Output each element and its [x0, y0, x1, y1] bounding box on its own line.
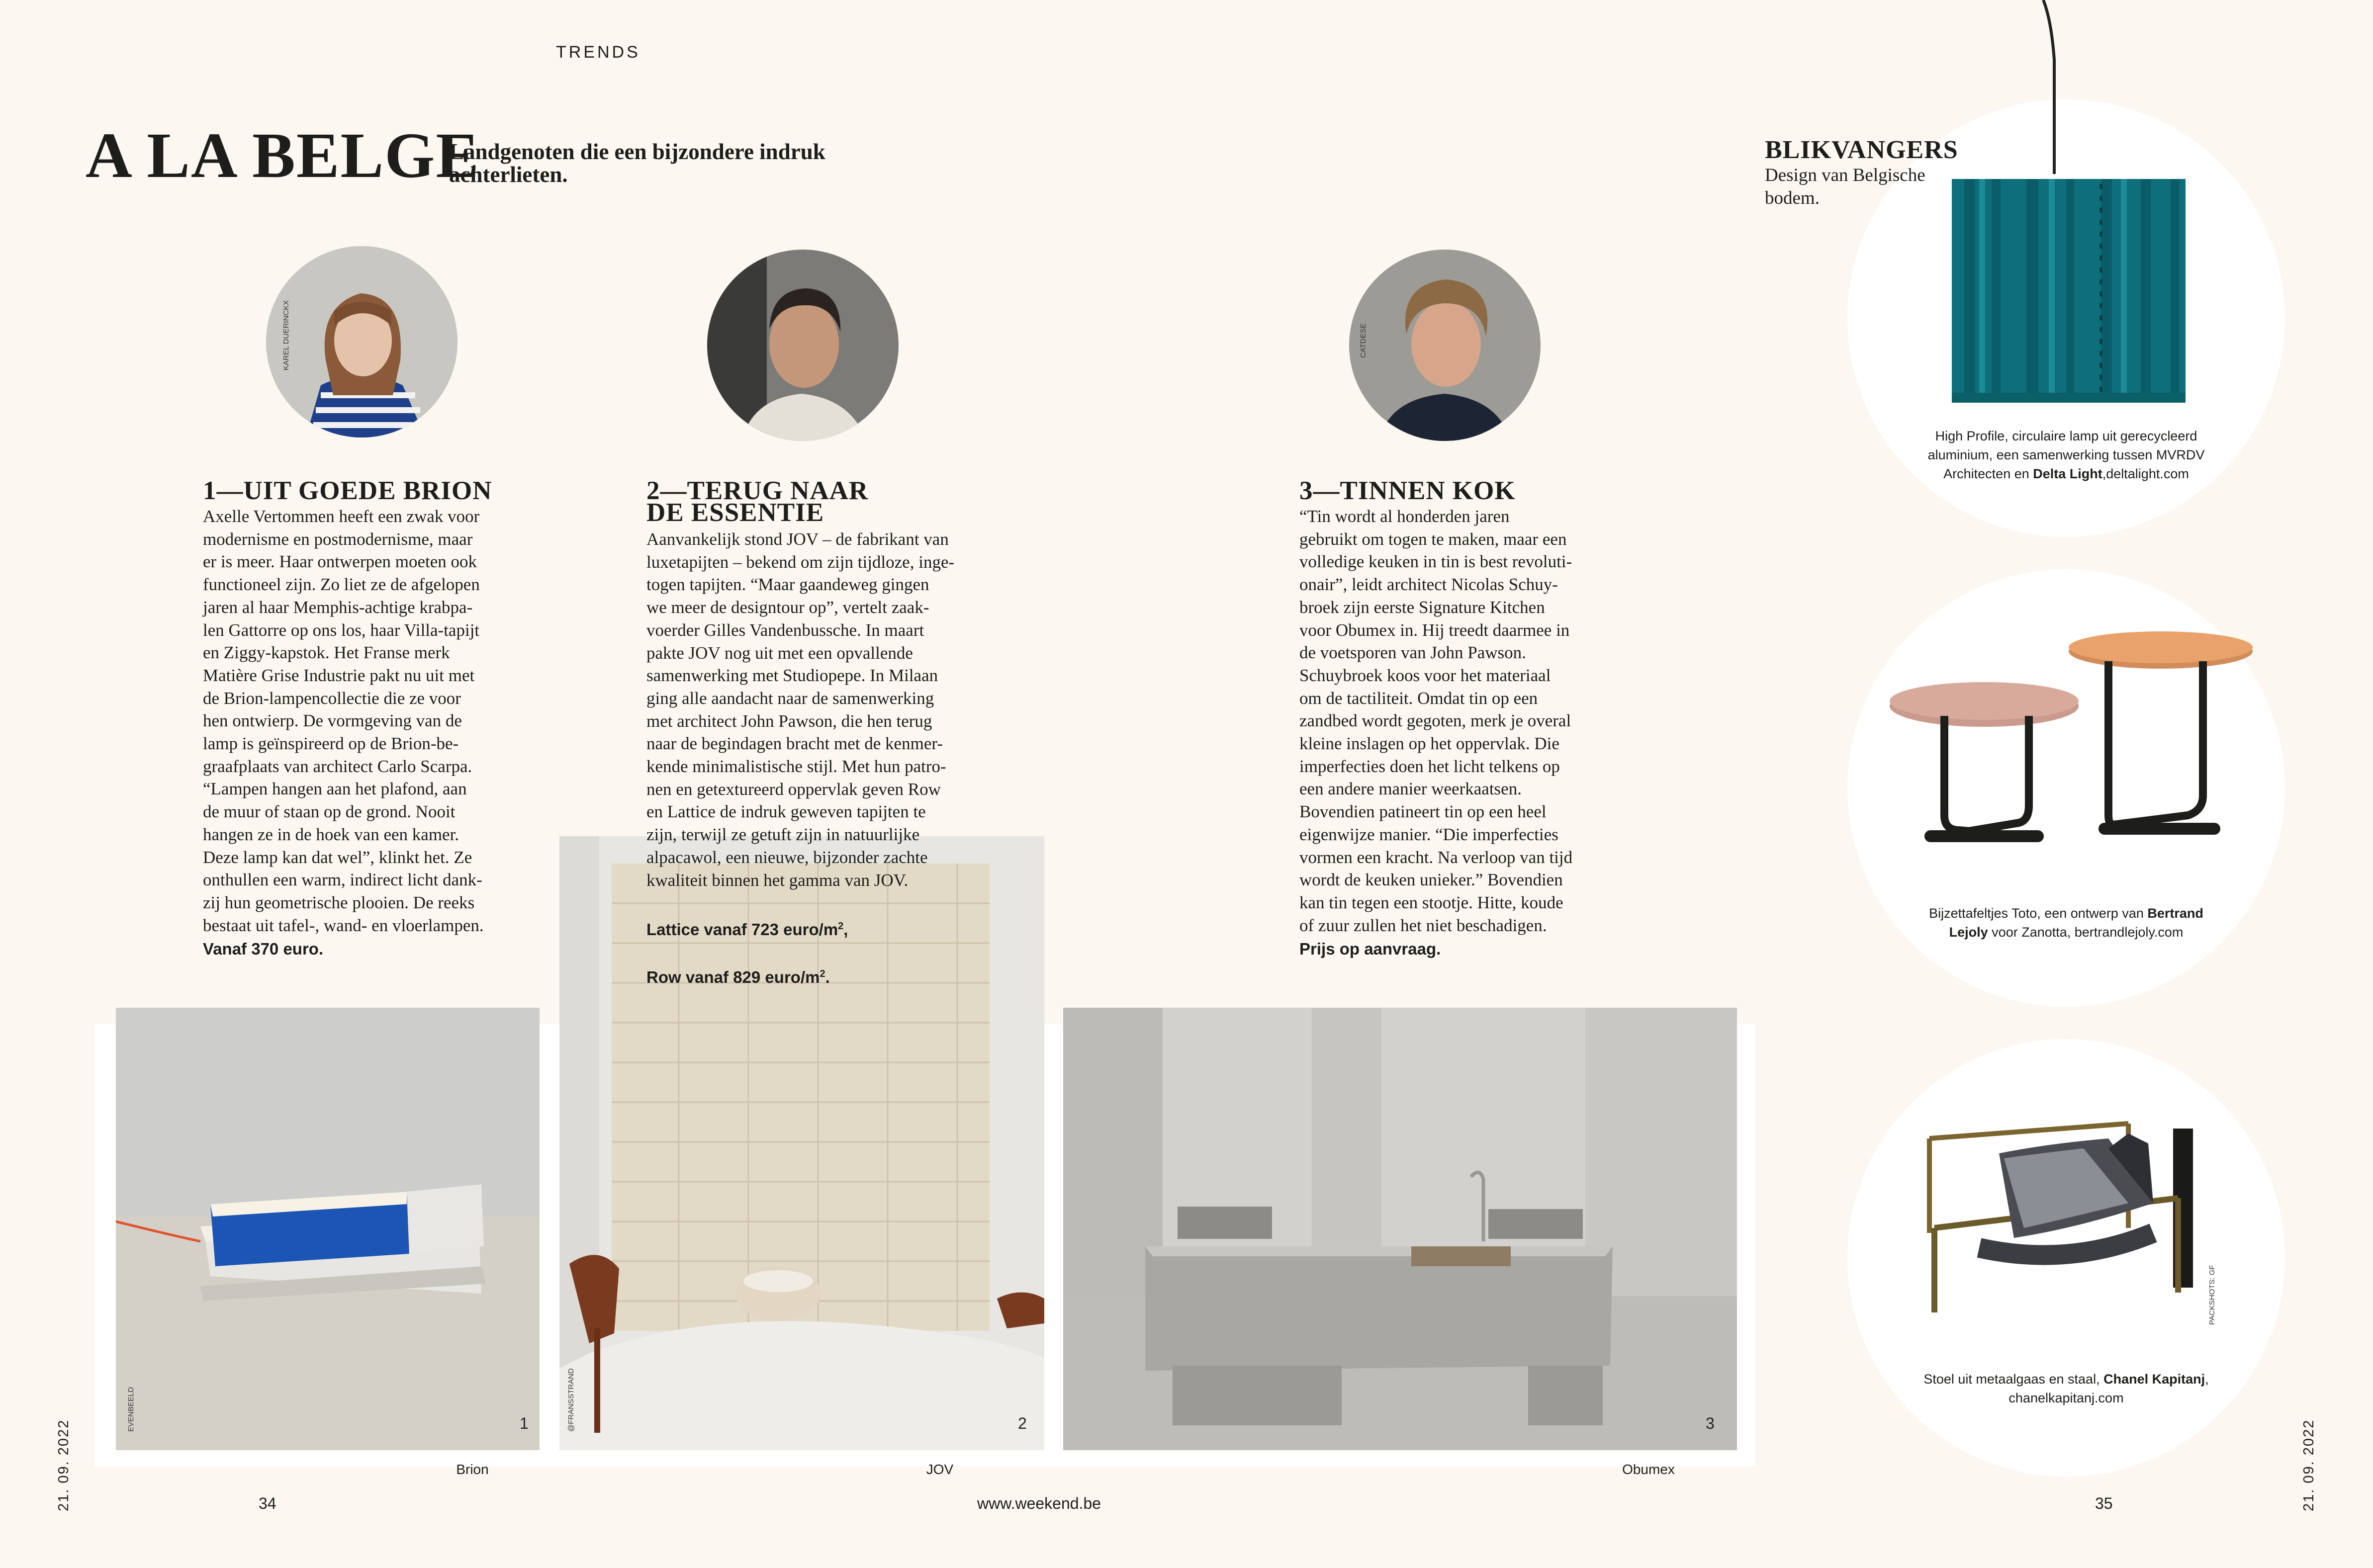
- lamp-cord: [2041, 0, 2061, 179]
- article-2-price: Lattice vanaf 723 euro/$m^2$, Row vanaf 829 euro/$m^2$.: [646, 920, 848, 986]
- article-2-body: Aanvankelijk stond JOV – de fabrikant van luxetapijten – bekend om zijn tijdloze, inge- togen tapijten. “Maar gaandeweg gingen we meer de designtour op”, vertelt zaak- voerder Gilles Vandenbussche. In maart pakte JOV nog uit met een opvallende samenwerking met Studiopepe. In Milaan ging alle aandacht naar de samenwerking met architect John Pawson, die hen terug naar de begindagen bracht met de kenmer- kende minimalistische stijl. Met hun patro- nen en getextureerd oppervlak geven Row en Lattice de indruk geweven tapijten te zijn, terwijl ze getuft zijn in natuurlijke alpacawol, een nieuwe, bijzonder zachte kwaliteit binnen het gamma van JOV.: [646, 529, 955, 890]
- portrait-credit-2: GF: [715, 333, 723, 343]
- packshot-credit: PACKSHOTS: GF: [2208, 1265, 2216, 1325]
- section-label: TRENDS: [556, 43, 640, 62]
- photo-number-3: 3: [1706, 1414, 1715, 1432]
- portrait-axelle-vertommen: [266, 246, 457, 437]
- portrait-credit-1: KAREL DUERINCKX: [282, 300, 290, 370]
- photo-caption-obumex: Obumex: [1622, 1462, 1675, 1477]
- portrait-gilles-vandenbussche: [707, 250, 899, 441]
- lamp-image: [1952, 174, 2190, 408]
- chair-image: [1919, 1079, 2198, 1337]
- photo-caption-brion: Brion: [456, 1462, 489, 1477]
- sidebar-title: BLIKVANGERS: [1765, 136, 1958, 164]
- article-3-body: “Tin wordt al honderden jaren gebruikt om togen te maken, maar een volledige keuken in tin is best revoluti- onair”, leidt architect Nicolas Schuy- broek zijn eerste Signature Kitchen voor Obumex in. Hij treedt daarmee in de voetsporen van John Pawson. Schuybroek koos voor het materiaal om de tactiliteit. Omdat tin op een zandbed wordt gegoten, merk je overal kleine inslagen op het oppervlak. Die imperfecties doen het licht telkens op een andere manier weerkaatsen. Bovendien patineert tin op een heel eigenwijze manier. “Die imperfecties vormen een kracht. Na verloop van tijd wordt de keuken unieker.” Bovendien kan tin tegen een stootje. Hitte, koude of zuur zullen het niet beschadigen.: [1299, 507, 1573, 935]
- photo-credit-2: @FRANSSTRAND: [567, 1368, 575, 1432]
- side-tables-image: [1885, 626, 2263, 895]
- page-subtitle: Landgenoten die een bijzondere indruk achterlieten.: [449, 139, 825, 187]
- article-3-price: Prijs op aanvraag.: [1299, 940, 1441, 958]
- photo-credit-1: EVENBEELD: [127, 1387, 135, 1432]
- article-2-title: [646, 476, 869, 527]
- article-3-title: 3—TINNEN KOK: [1299, 476, 1516, 505]
- article-2-price-lattice: Lattice vanaf 723 euro/m: [646, 920, 838, 939]
- page-number-right: 35: [2095, 1494, 2113, 1512]
- photo-obumex-kitchen: [1063, 1008, 1737, 1450]
- photo-number-1: 1: [520, 1414, 529, 1432]
- photo-caption-jov: JOV: [926, 1462, 954, 1477]
- page-title: A LA BELGE: [86, 120, 480, 191]
- product-caption-tables: Bijzettafeltjes Toto, een ontwerp van Bertrand Lejoly voor Zanotta, bertrandlejoly.com: [1929, 906, 2203, 940]
- product-caption-lamp: High Profile, circulaire lamp uit gerecycleerd aluminium, een samenwerking tussen MVRDV Architecten en Delta Light,deltalight.com: [1927, 429, 2205, 481]
- article-2-title-line1: 2—TERUG NAAR: [646, 476, 869, 505]
- photo-number-2: 2: [1018, 1414, 1027, 1432]
- sidebar-subtitle: Design van Belgische bodem.: [1765, 165, 1925, 208]
- date-right: 21. 09. 2022: [2301, 1419, 2317, 1511]
- product-caption-chair: Stoel uit metaalgaas en staal, Chanel Kapitanj, chanelkapitanj.com: [1923, 1372, 2209, 1405]
- product-brand-bertrand-lejoly: Bertrand Lejoly: [1949, 906, 2203, 940]
- article-1-title: 1—UIT GOEDE BRION: [203, 476, 492, 505]
- portrait-nicolas-schuybroek: [1349, 250, 1541, 441]
- article-2-title-line2: DE ESSENTIE: [646, 498, 824, 527]
- article-2-price-row: Row vanaf 829 euro/m: [646, 968, 820, 986]
- footer-url: www.weekend.be: [977, 1494, 1101, 1512]
- photo-brion-lamp: [116, 1008, 540, 1450]
- article-1-body: Axelle Vertommen heeft een zwak voor modernisme en postmodernisme, maar er is meer. Haar ontwerpen moeten ook functioneel zijn. Zo liet ze de afgelopen jaren al haar Memphis-achtige krabpa- len Gattorre op ons los, haar Villa-tapijt en Ziggy-kapstok. Het Franse merk Matière Grise Industrie pakt nu uit met de Brion-lampencollectie die ze voor hen ontwierp. De vormgeving van de lamp is geïnspireerd op de Brion-be- graafplaats van architect Carlo Scarpa. “Lampen hangen aan het plafond, aan de muur of staan op de grond. Nooit hangen ze in de hoek van een kamer. Deze lamp kan dat wel”, klinkt het. Ze onthullen een warm, indirect licht dank- zij hun geometrische plooien. De reeks bestaat uit tafel-, wand- en vloerlampen.: [203, 507, 484, 935]
- product-brand-chanel-kapitanj: Chanel Kapitanj: [2103, 1372, 2205, 1387]
- article-1-price: Vanaf 370 euro.: [203, 940, 324, 958]
- product-brand-delta-light: Delta Light: [2033, 466, 2102, 481]
- portrait-credit-3: CATDESE: [1359, 323, 1368, 358]
- page-number-left: 34: [259, 1494, 276, 1512]
- date-left: 21. 09. 2022: [56, 1419, 72, 1511]
